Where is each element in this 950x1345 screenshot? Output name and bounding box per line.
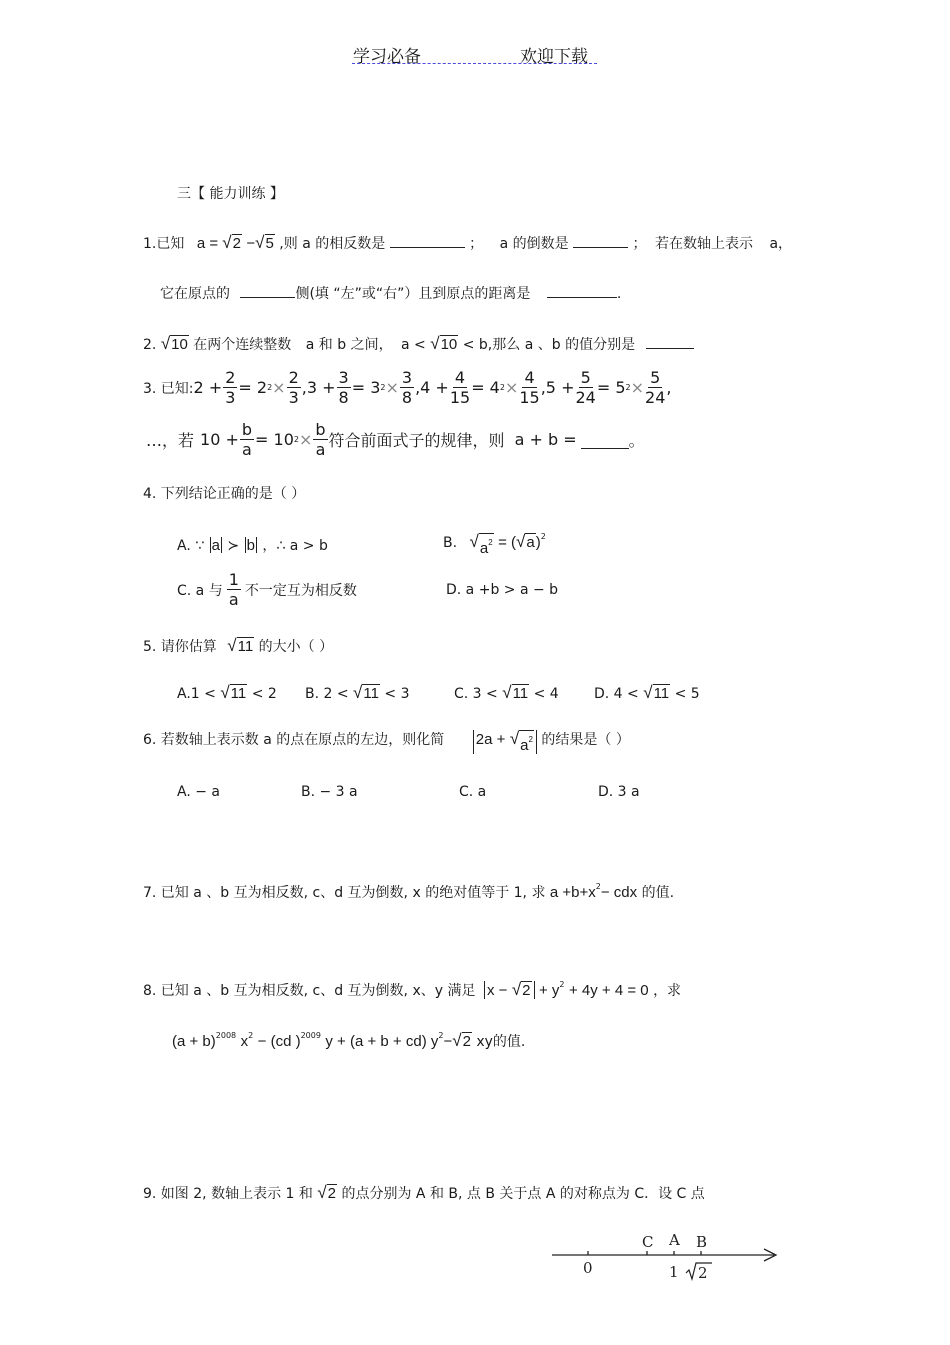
- q6-option-c: C. a: [459, 784, 487, 800]
- q8-text-a: 8. 已知 a 、b 互为相反数, c、d 互为倒数, x、y 满足: [143, 983, 476, 999]
- q8-l2-s2: 2: [248, 1031, 254, 1040]
- q4-c-2: 不一定互为相反数: [244, 582, 357, 599]
- q3-term-4-sep: ,: [666, 378, 672, 397]
- q3-term-1-whole: 2 +: [193, 378, 223, 397]
- q1-number: 1.已知: [143, 236, 185, 252]
- q4-option-b: [443, 532, 546, 557]
- q3-gen-times: ×: [298, 430, 313, 449]
- q1-text-2: ；: [469, 236, 484, 252]
- q5-stem-b: 的大小（ ）: [258, 639, 334, 655]
- q1-minus: −: [246, 235, 256, 252]
- q5-c-sqrt: √ 11: [502, 683, 529, 702]
- q4-b-7: 2: [540, 532, 546, 541]
- q4-b-sqrt2: √ a: [516, 532, 535, 551]
- q5-option-d: D. 4 < √ 11 < 5: [594, 683, 700, 702]
- question-1-line-1: [143, 233, 792, 253]
- q5-b-sqrt: √ 11: [353, 683, 379, 702]
- q4-a-5: ，∴ a > b: [262, 538, 328, 554]
- q3-term-2-eq: = 3: [351, 378, 381, 397]
- number-line-figure: [540, 1225, 790, 1290]
- q3-term-2-frac2: $\frac{3}{8}$: [401, 368, 413, 407]
- q8-l2-sqrt: √ 2: [452, 1031, 471, 1050]
- q8-l2-c: − (cd ): [257, 1033, 301, 1050]
- header-left: 学习必备: [353, 47, 421, 67]
- q9-sqrt-2: √ 2: [317, 1183, 337, 1202]
- q3-intro: 3. 已知:: [143, 380, 194, 397]
- q8-abs-expr: x − √ 2: [484, 981, 535, 999]
- q3-gen-frac2: $\frac{b}{a}$: [315, 420, 326, 459]
- q3-term-2-sup: 2: [380, 383, 386, 392]
- q5-option-a: A.1 < √ 11 < 2: [177, 683, 277, 702]
- q3-term-3-frac: $\frac{4}{15}$: [449, 368, 471, 407]
- q7-text-b: 的值.: [641, 885, 675, 901]
- q4-a-2: a: [211, 537, 220, 554]
- q5-sqrt-11: √ 11: [227, 636, 254, 655]
- q8-l2-f: xy的值.: [476, 1034, 526, 1050]
- q3-term-1-frac2: $\frac{2}{3}$: [288, 368, 299, 407]
- q3-line2-a: …，若: [146, 431, 195, 450]
- q9-text-a: 9. 如图 2, 数轴上表示 1 和: [143, 1186, 313, 1202]
- q3-ab: a + b =: [514, 430, 577, 449]
- q4-option-c: [177, 570, 357, 609]
- q3-term-4-eq: = 5: [596, 378, 626, 397]
- q3-term-1-sup: 2: [267, 383, 273, 392]
- q4-a-3: ≻: [227, 538, 240, 554]
- question-8-line-1: [143, 980, 681, 1000]
- q3-tail: 符合前面式子的规律，则: [328, 431, 505, 450]
- q8-e2: + y: [538, 982, 560, 999]
- q5-d-sqrt: √ 11: [643, 683, 670, 702]
- q5-option-b: B. 2 < √ 11 < 3: [305, 683, 410, 702]
- q4-a-1: A. ∵: [177, 538, 205, 554]
- q5-option-c: C. 3 < √ 11 < 4: [454, 683, 559, 702]
- label-c: C: [642, 1233, 654, 1251]
- q3-term-2-times: ×: [385, 378, 399, 397]
- q4-b-6: ): [535, 534, 541, 551]
- label-b: B: [696, 1233, 708, 1251]
- q8-text-b: ，求: [653, 983, 682, 999]
- q1-line2-a: 它在原点的: [160, 286, 230, 302]
- question-7: [143, 882, 674, 902]
- q2-sqrt-10: √ 10: [160, 334, 188, 353]
- label-one: 1: [669, 1263, 679, 1281]
- q1-line2-c: .: [616, 286, 622, 302]
- q3-gen-frac: $\frac{b}{a}$: [241, 420, 253, 459]
- q5-stem-a: 5. 请你估算: [143, 639, 217, 655]
- q1-expr-a: a =: [196, 235, 223, 252]
- q3-term-1-sep: ,3 +: [301, 378, 336, 397]
- q1-text-1: ,则 a 的相反数是: [279, 236, 386, 252]
- q3-gen-eq: = 10: [255, 430, 294, 449]
- q8-l2-e: −: [443, 1033, 453, 1050]
- q3-term-4-times: ×: [630, 378, 645, 397]
- q8-l2-d: y + (a + b + cd) y: [325, 1033, 439, 1050]
- q1-sqrt-2: √ 2: [222, 233, 241, 252]
- question-9: [143, 1183, 705, 1203]
- label-a: A: [669, 1231, 680, 1249]
- q1-text-5: 若在数轴上表示: [654, 236, 753, 252]
- q5-a-sqrt: √ 11: [220, 683, 247, 702]
- q8-l2-s3: 2009: [300, 1031, 321, 1040]
- q1-blank-4[interactable]: [547, 284, 617, 298]
- q2-number: 2.: [143, 337, 157, 353]
- question-3-line-2: [146, 420, 645, 459]
- q3-term-4-frac2: $\frac{5}{24}$: [645, 368, 666, 407]
- q4-c-1: C. a 与: [177, 582, 223, 599]
- q6-stem-b: 的结果是（ ）: [541, 732, 630, 748]
- q3-term-1-frac: $\frac{2}{3}$: [225, 368, 236, 407]
- q8-s1: 2: [559, 980, 565, 989]
- q8-l2-a: (a + b): [172, 1033, 216, 1050]
- q6-option-b: B. − 3 a: [301, 784, 358, 800]
- q2-text-3: a <: [401, 337, 426, 353]
- section-title: 三【 能力训练 】: [177, 186, 284, 202]
- header-divider: [352, 63, 597, 64]
- question-6-stem: [143, 729, 630, 754]
- q1-text-3: a 的倒数是: [499, 236, 569, 252]
- q1-blank-1[interactable]: [390, 234, 465, 248]
- q7-expr: a +b+x: [549, 884, 596, 901]
- header-right: 欢迎下载: [520, 47, 588, 67]
- q3-term-3-times: ×: [504, 378, 519, 397]
- q7-text-a: 7. 已知 a 、b 互为相反数, c、d 互为倒数, x 的绝对值等于 1, 求: [143, 885, 546, 901]
- question-4-stem: 4. 下列结论正确的是（ ）: [143, 486, 306, 502]
- q3-gen-sup: 2: [293, 435, 299, 444]
- question-3-line-1: [143, 368, 671, 407]
- q4-b-4: = (: [498, 534, 517, 551]
- q3-term-2-frac: $\frac{3}{8}$: [338, 368, 349, 407]
- q7-sup: 2: [595, 882, 601, 891]
- q4-b-1: B.: [443, 535, 458, 551]
- q1-blank-3[interactable]: [240, 284, 295, 298]
- question-5-stem: [143, 636, 333, 656]
- question-8-line-2: [172, 1031, 525, 1051]
- q4-a-4: b: [246, 537, 255, 554]
- q3-term-1-eq: = 2: [238, 378, 268, 397]
- q6-abs-expr: 2a + √ $a^2$: [473, 730, 537, 754]
- q1-line2-b: 侧(填 “左”或“右”）且到原点的距离是: [295, 286, 531, 302]
- q9-text-b: 的点分别为 A 和 B, 点 B 关于点 A 的对称点为 C．设 C 点: [341, 1186, 705, 1202]
- q2-text-4: < b,那么 a 、b 的值分别是: [462, 337, 636, 353]
- q1-blank-2[interactable]: [573, 234, 628, 248]
- q1-text-4: ；: [632, 236, 647, 252]
- q3-blank[interactable]: [581, 430, 629, 449]
- q3-term-3-sup: 2: [499, 383, 505, 392]
- q4-c-frac: $\frac{1}{a}$: [228, 570, 239, 609]
- q6-stem-a: 6. 若数轴上表示数 a 的点在原点的左边，则化简: [143, 732, 445, 748]
- q3-gen-whole: 10 +: [200, 430, 239, 449]
- q3-term-4-sup: 2: [625, 383, 631, 392]
- q8-l2-b: x: [240, 1033, 249, 1050]
- q8-e3: + 4y + 4 = 0: [568, 982, 649, 999]
- q8-l2-s4: 2: [438, 1031, 444, 1040]
- q3-term-4-frac: $\frac{5}{24}$: [575, 368, 596, 407]
- q2-blank[interactable]: [646, 335, 694, 349]
- q7-expr-b: − cdx: [600, 884, 638, 901]
- q2-sqrt-10b: √ 10: [430, 334, 458, 353]
- q4-option-d: D. a +b > a − b: [446, 582, 559, 598]
- label-zero: 0: [583, 1259, 593, 1277]
- q3-end: 。: [628, 431, 645, 450]
- q2-text-1: 在两个连续整数: [193, 337, 292, 353]
- q1-sqrt-5: √ 5: [255, 233, 274, 252]
- q4-b-sqrt: √ $a^2$: [469, 532, 493, 557]
- q3-term-3-sep: ,5 +: [540, 378, 575, 397]
- question-1-line-2: [160, 283, 621, 303]
- q2-text-2: a 和 b 之间，: [305, 337, 393, 353]
- q6-option-d: D. 3 a: [598, 784, 640, 800]
- label-root2: 2: [698, 1264, 708, 1282]
- q4-option-a: [177, 535, 328, 555]
- q3-term-3-eq: = 4: [471, 378, 500, 397]
- q8-l2-s1: 2008: [215, 1031, 237, 1040]
- q3-term-3-frac2: $\frac{4}{15}$: [519, 368, 540, 407]
- q3-term-2-sep: ,4 +: [415, 378, 449, 397]
- q3-term-1-times: ×: [272, 378, 286, 397]
- question-2: [143, 334, 694, 354]
- q6-option-a: A. − a: [177, 784, 220, 800]
- q1-text-6: a，: [769, 236, 793, 252]
